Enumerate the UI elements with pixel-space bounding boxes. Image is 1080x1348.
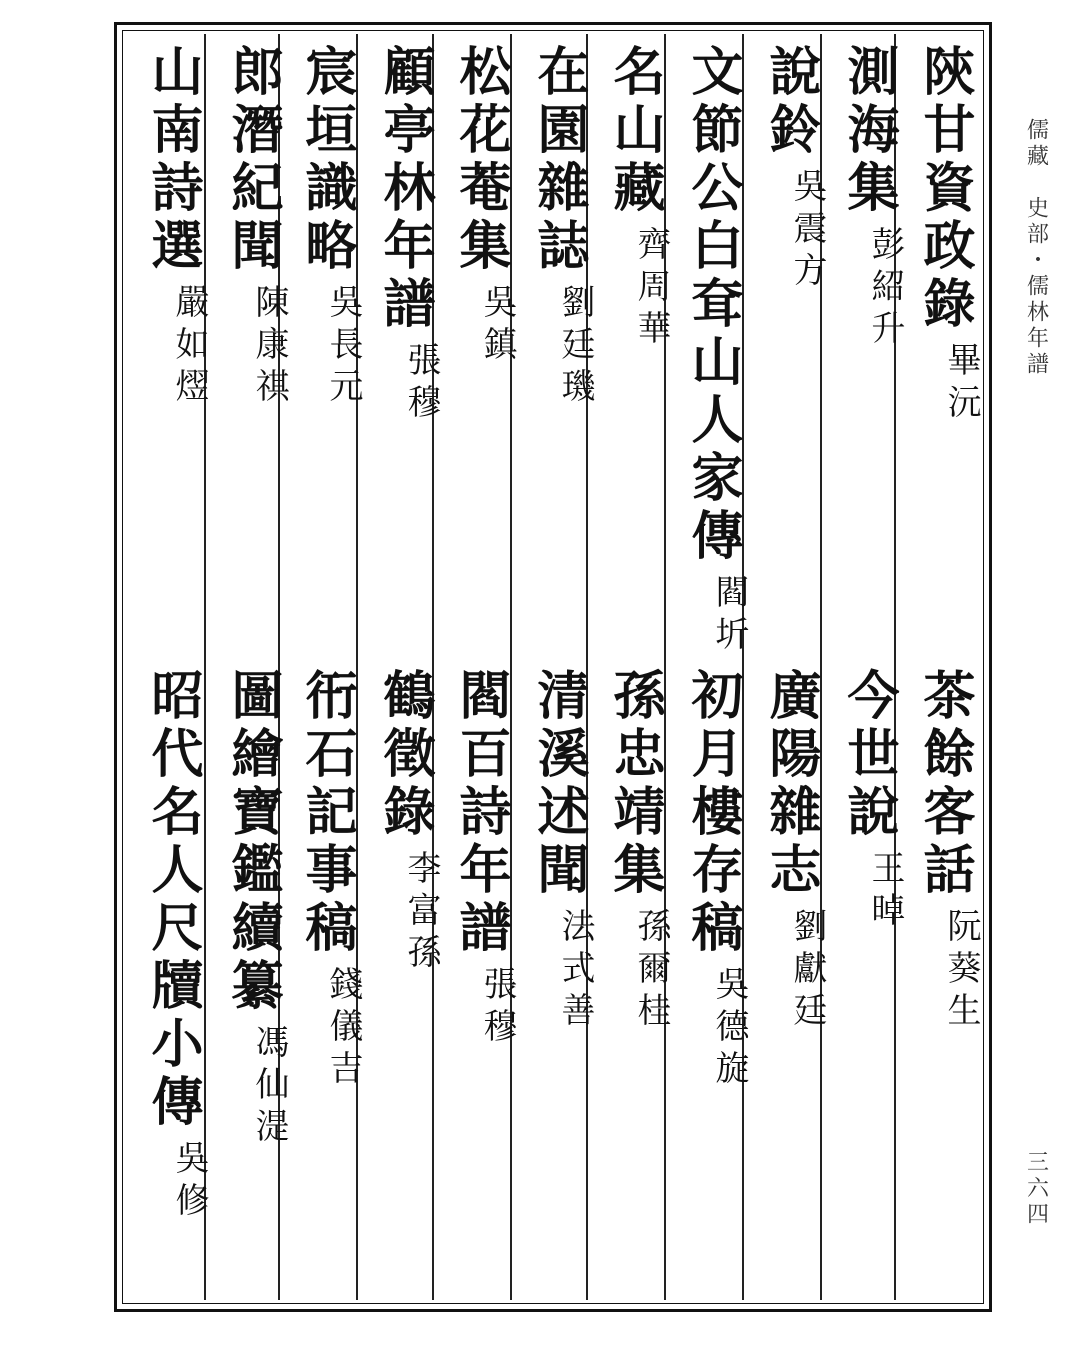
book-title: 孫忠靖集 — [604, 668, 665, 900]
book-entry — [518, 44, 598, 410]
book-entry — [440, 668, 520, 1050]
book-author: 吳修 — [169, 1140, 209, 1224]
book-author: 張穆 — [401, 342, 441, 426]
book-author: 劉獻廷 — [787, 908, 827, 1034]
book-entry — [904, 44, 984, 426]
book-entry — [440, 44, 520, 368]
book-author: 吳德旋 — [709, 966, 749, 1092]
book-author: 畢沅 — [941, 342, 981, 426]
book-entry — [212, 44, 292, 410]
book-title: 衎石記事稿 — [296, 668, 357, 958]
book-entry — [904, 668, 984, 1034]
book-entry — [286, 668, 366, 1092]
book-author: 錢儀吉 — [323, 966, 363, 1092]
book-title: 文節公白耷山人家傳 — [682, 44, 743, 566]
book-title: 陝甘資政錄 — [914, 44, 975, 334]
book-title: 說鈴 — [760, 44, 821, 160]
book-title: 今世說 — [838, 668, 899, 842]
book-author: 齊周華 — [631, 226, 671, 352]
book-entry — [364, 44, 444, 426]
book-author: 吳震方 — [787, 168, 827, 294]
book-title: 茶餘客話 — [914, 668, 975, 900]
book-entry — [828, 44, 908, 352]
book-title: 名山藏 — [604, 44, 665, 218]
book-title: 廣陽雜志 — [760, 668, 821, 900]
book-entry — [594, 44, 674, 352]
book-author: 劉廷璣 — [555, 284, 595, 410]
book-author: 孫爾桂 — [631, 908, 671, 1034]
book-author: 閻圻 — [709, 574, 749, 658]
book-entry — [286, 44, 366, 410]
book-entry — [672, 668, 752, 1092]
book-entry — [594, 668, 674, 1034]
book-title: 測海集 — [838, 44, 899, 218]
book-author: 阮葵生 — [941, 908, 981, 1034]
book-author: 張穆 — [477, 966, 517, 1050]
book-title: 鶴徵錄 — [374, 668, 435, 842]
page-number-text: 三六四 — [1023, 1150, 1049, 1228]
book-title: 閻百詩年譜 — [450, 668, 511, 958]
book-title: 初月樓存稿 — [682, 668, 743, 958]
book-title: 山南詩選 — [142, 44, 203, 276]
book-author: 彭紹升 — [865, 226, 905, 352]
collection-name: 儒藏 — [1023, 118, 1049, 170]
book-entry — [212, 668, 292, 1150]
book-entry — [132, 668, 212, 1224]
book-entry — [364, 668, 444, 976]
section-name: 史部・儒林年譜 — [1023, 196, 1049, 378]
page-number — [1012, 1150, 1060, 1228]
book-title: 昭代名人尺牘小傳 — [142, 668, 203, 1132]
book-entry — [828, 668, 908, 934]
book-entry — [750, 668, 830, 1034]
book-author: 馮仙湜 — [249, 1024, 289, 1150]
book-title: 圖繪寶鑑續纂 — [222, 668, 283, 1016]
book-entry — [750, 44, 830, 294]
book-author: 吳長元 — [323, 284, 363, 410]
book-author: 法式善 — [555, 908, 595, 1034]
book-author: 嚴如熤 — [169, 284, 209, 410]
running-header — [1012, 118, 1060, 378]
book-title: 在園雜誌 — [528, 44, 589, 276]
book-author: 王晫 — [865, 850, 905, 934]
book-title: 郎潛紀聞 — [222, 44, 283, 276]
book-title: 松花菴集 — [450, 44, 511, 276]
book-entry — [672, 44, 752, 658]
book-title: 清溪述聞 — [528, 668, 589, 900]
book-entry — [132, 44, 212, 410]
book-author: 陳康祺 — [249, 284, 289, 410]
book-author: 吳鎮 — [477, 284, 517, 368]
book-title: 宸垣識略 — [296, 44, 357, 276]
book-author: 李富孫 — [401, 850, 441, 976]
book-title: 顧亭林年譜 — [374, 44, 435, 334]
book-entry — [518, 668, 598, 1034]
